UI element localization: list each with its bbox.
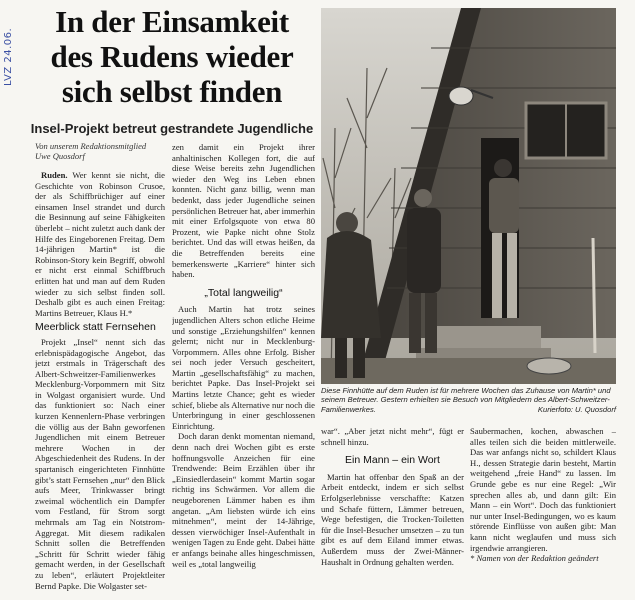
- intro-paragraph: [35, 170, 165, 318]
- section-heading-meerblick: Meerblick statt Fernsehen: [35, 321, 156, 334]
- paragraph-haushalt: Saubermachen, kochen, abwaschen – alles teilen sich die beiden mittlerweile. Das war anfangs nicht so, schildert Klaus H., dessen Strategie darin besteht, Martin weitgehend „freie Hand“ zu lassen. Im Grunde gebe es nur eine Regel: „Wir sprechen alles ab, und dann gilt: Ein Mann – ein Wort“. Doch das funktioniert nur unter Insel-Bedingungen, wo es kaum störende Einflüsse von außen gibt: Man kann nicht weglaufen und muss sich irgendwie arrangieren.: [470, 426, 616, 553]
- headline: [22, 4, 322, 109]
- article-column-2: [172, 142, 315, 600]
- paragraph-continuation: zen damit ein Projekt ihrer anhaltinischen Kollegen fort, die auf diese Weise bereits zehn Jugendlichen wieder den Weg ins Leben ebnen konnten. Nicht ganz billig, wenn man bedenkt, dass jeder Jugendliche seinen persönlichen Betreuer hat, aber immerhin mit einer Erfolgsquote von etwa 80 Prozent, wie Papke nicht ohne Stolz berichtet. Und das will etwas heißen, da die Betreffenden bereits eine bemerkenswerte „Karriere“ hinter sich haben.: [172, 142, 315, 280]
- outdoor-lamp: [449, 87, 473, 105]
- cabin-photo: [321, 8, 616, 384]
- ground: [321, 358, 616, 384]
- cabin-photo-illustration: [321, 8, 616, 384]
- paragraph-arbeit: Martin hat offenbar den Spaß an der Arbeit entdeckt, indem er sich selbst Erfolgserlebnisse verschaffte: Katzen und Schafe füttern, Lämmer betreuen, Wege befestigen, die Trocken-Toiletten für die Insel-Besucher umsetzen – zu tun gibt es auf dem Eiland immer etwas. Außerdem muss der Zwei-Männer-Haushalt in Ordnung gehalten werden.: [321, 471, 464, 567]
- section-heading-langweilig: „Total langweilig“: [204, 286, 283, 299]
- byline-author: Uwe Quosdorf: [35, 151, 85, 161]
- entry-steps: [431, 326, 541, 348]
- shovel: [593, 238, 595, 353]
- headline-line-3: sich selbst finden: [61, 74, 283, 109]
- section-heading-ein-mann: Ein Mann – ein Wort: [345, 454, 440, 467]
- paragraph-martin-heime: Auch Martin hat trotz seines jugendlichen Alters schon etliche Heime und sonstige „Erziehungshilfen“ kennen gelernt; nicht nur in Mecklenburg-Vorpommern. Alles ohne Erfolg. Bisher sei noch jeder Versuch gescheitert, Martin „gesellschaftsfähig“ zu machen, berichtet Papke. Das Insel-Projekt sei Martins letzte Chance; geht es wieder schief, bliebe als Alternative nur noch die Unterbringung in einer geschlossenen Einrichtung.: [172, 304, 315, 431]
- article-column-3: [321, 426, 464, 600]
- handwritten-date-note: LVZ 24.06.: [3, 27, 14, 86]
- photo-credit: Kurierfoto: U. Quosdorf: [537, 404, 616, 414]
- article-column-1: [35, 170, 165, 600]
- paragraph-war-langweilig: war“. „Aber jetzt nicht mehr“, fügt er schnell hinzu.: [321, 426, 464, 447]
- headline-line-1: In der Einsamkeit: [55, 4, 289, 39]
- bucket: [527, 358, 571, 374]
- names-changed-footnote: * Namen von der Redaktion geändert: [470, 553, 599, 564]
- article-column-4: [470, 426, 616, 600]
- caption-text: Diese Finnhütte auf dem Ruden ist für mehrere Wochen das Zuhause von Martin* und seinem Betreuer. Gestern erhielten sie Besuch von Mitgliedern des Albert-Schweitzer-Familienwerkes.: [321, 386, 611, 414]
- photo-caption: [321, 386, 616, 414]
- dateline: Ruden.: [41, 170, 68, 180]
- paragraph-trendwende: Doch daran denkt momentan niemand, denn nach drei Wochen gibt es erste hoffnungsvolle Anzeichen für eine Trendwende: Beim Erzählen über ihr „Einsiedlerdasein“ kommt Martin sogar richtig ins Schwärmen. Vor allem die neugeborenen Lämmer haben es ihm angetan. „Am liebsten würde ich eins mitnehmen“, meint der 14-Jährige, dessen vierwöchiger Insel-Aufenthalt in wenigen Tagen zu Ende geht. Dabei hätte er anfangs beinahe alles hingeschmissen, weil es „total langweilig: [172, 431, 315, 569]
- intro-text: Wer kennt sie nicht, die Geschichte von Robinson Crusoe, der als Schiffbrüchiger auf einer einsamen Insel strandet und durch die Besinnung auf seine Fähigkeiten überlebt – nicht zuletzt auch dank der Hilfe des Eingeborenen Freitag. Dem 14-jährigen Martin* ist die Robinson-Story kein Begriff, obwohl er nicht erst einmal Schiffbruch erlitten hat und man auf dem Ruden wieder zu sich selbst finden soll. Deshalb gibt es auch einen Freitag: Martins Betreuer, Klaus H.*: [35, 170, 165, 318]
- subheadline: Insel-Projekt betreut gestrandete Jugendliche: [30, 121, 314, 136]
- paragraph-projekt-insel: Projekt „Insel“ nennt sich das erlebnispädagogische Angebot, das jetzt erstmals in Trägerschaft des Albert-Schweitzer-Familienwerkes Mecklenburg-Vorpommern mit Sitz in Wolgast organisiert wurde. Und das funktioniert so: Nach einer kurzen Kennenlern-Phase verbringen die völlig aus der Bahn geworfenen Jugendlichen mit einem Betreuer mehrere Wochen in der Abgeschiedenheit des Rudens. In der spartanisch eingerichteten Finnhütte gibt’s statt Fernsehen „nur“ den Blick aufs Meer, Trinkwasser bringt zweimal wöchentlich ein Dampfer vom Festland, für Strom sorgt mehrmals am Tag ein Notstrom-Aggregat. Mit diesem radikalen Schnitt sollen die Betreffenden „Schritt für Schritt wieder fähig gemacht werden, in der Gesellschaft zu leben“, erläutert Projektleiter Bernd Papke. Die Wolgaster set-: [35, 336, 165, 591]
- byline: [35, 141, 165, 161]
- byline-intro: Von unserem Redaktionsmitglied: [35, 141, 147, 151]
- headline-line-2: des Rudens wieder: [50, 39, 294, 74]
